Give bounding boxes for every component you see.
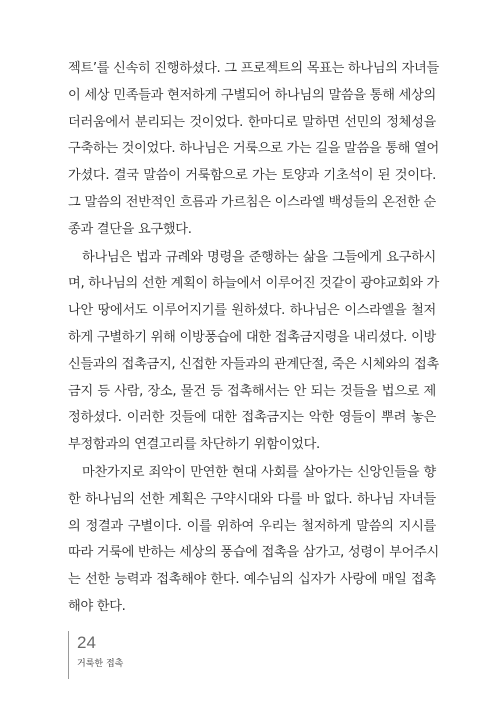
text-line: 나안 땅에서도 이루어지기를 원하셨다. 하나님은 이스라엘을 철저 [68, 303, 436, 319]
text-line: 며, 하나님의 선한 계획이 하늘에서 이루어진 것같이 광야교회와 가 [68, 276, 439, 292]
text-line: 이 세상 민족들과 현저하게 구별되어 하나님의 말씀을 통해 세상의 [68, 87, 436, 103]
text-line: 의 정결과 구별이다. 이를 위하여 우리는 철저하게 말씀의 지시를 [68, 518, 436, 534]
text-line: 해야 한다. [68, 598, 126, 614]
page-footer [68, 631, 123, 679]
footer-divider [68, 631, 69, 679]
text-line: 마찬가지로 죄악이 만연한 현대 사회를 살아가는 신앙인들을 향 [82, 464, 436, 480]
text-line: 그 말씀의 전반적인 흐름과 가르침은 이스라엘 백성들의 온전한 순 [68, 194, 436, 210]
footer-text [77, 631, 123, 679]
paragraph-1 [68, 56, 439, 244]
text-line: 는 선한 능력과 접촉해야 한다. 예수님의 십자가 사랑에 매일 접촉 [68, 572, 436, 588]
text-line: 하게 구별하기 위해 이방풍습에 대한 접촉금지령을 내리셨다. 이방 [68, 329, 436, 345]
text-line: 종과 결단을 요구했다. [68, 221, 192, 237]
text-line: 하나님은 법과 규례와 명령을 준행하는 삶을 그들에게 요구하시 [82, 249, 436, 265]
text-line: 신들과의 접촉금지, 신접한 자들과의 관계단절, 죽은 시체와의 접촉 [68, 356, 439, 372]
text-line: 더러움에서 분리되는 것이었다. 한마디로 말하면 선민의 정체성을 [68, 114, 436, 130]
page-number: 24 [77, 633, 96, 652]
text-line: 따라 거룩에 반하는 세상의 풍습에 접촉을 삼가고, 성령이 부어주시 [68, 545, 439, 561]
text-line: 한 하나님의 선한 계획은 구약시대와 다를 바 없다. 하나님 자녀들 [68, 491, 436, 507]
text-line: 젝트’를 신속히 진행하셨다. 그 프로젝트의 목표는 하나님의 자녀들 [68, 61, 439, 76]
text-line: 금지 등 사람, 장소, 물건 등 접촉해서는 안 되는 것들을 법으로 제 [68, 383, 436, 399]
paragraph-2 [68, 245, 439, 459]
paragraph-3 [68, 460, 439, 621]
text-line: 부정함과의 연결고리를 차단하기 위함이었다. [68, 437, 320, 453]
body-text [68, 56, 439, 621]
running-title: 거룩한 접촉 [77, 659, 124, 669]
text-line: 정하셨다. 이러한 것들에 대한 접촉금지는 악한 영들이 뿌려 놓은 [68, 410, 436, 426]
text-line: 구축하는 것이었다. 하나님은 거룩으로 가는 길을 말씀을 통해 열어 [68, 141, 439, 157]
text-line: 가셨다. 결국 말씀이 거룩함으로 가는 토양과 기초석이 된 것이다. [68, 168, 436, 184]
